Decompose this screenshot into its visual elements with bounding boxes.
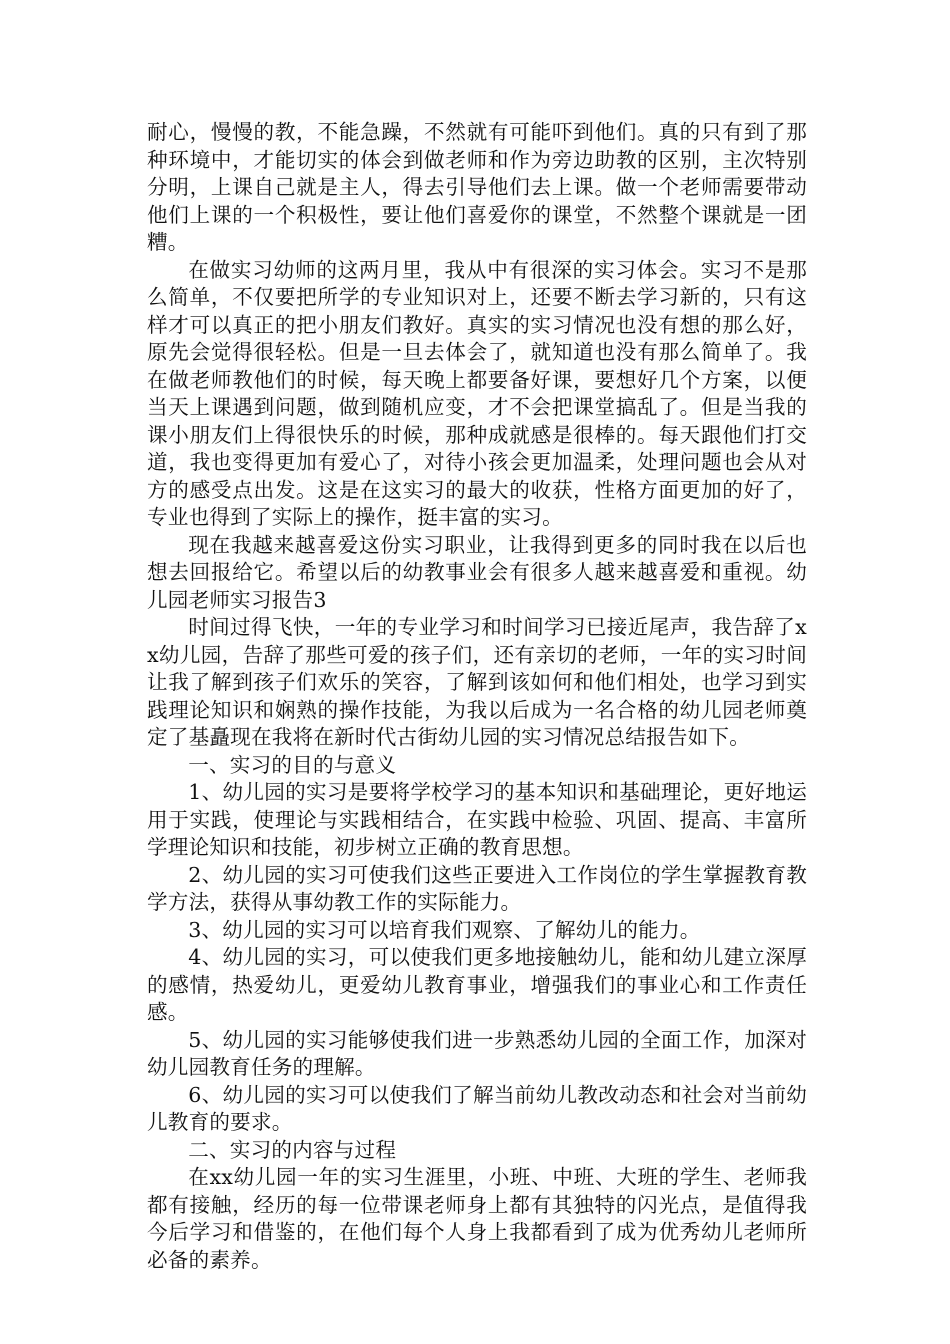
section-heading-2: 二、实习的内容与过程 — [188, 1137, 397, 1162]
document-body — [147, 119, 807, 1274]
paragraph-item-5: 5、幼儿园的实习能够使我们进一步熟悉幼儿园的全面工作，加深对幼儿园教育任务的理解。 — [147, 1027, 807, 1079]
paragraph-3: 现在我越来越喜爱这份实习职业，让我得到更多的同时我在以后也想去回报给它。希望以后的幼教事业会有很多人越来越喜爱和重视。幼儿园老师实习报告3 — [147, 532, 807, 612]
section-heading-1: 一、实习的目的与意义 — [188, 752, 397, 777]
paragraph-1: 耐心，慢慢的教，不能急躁，不然就有可能吓到他们。真的只有到了那种环境中，才能切实的体会到做老师和作为旁边助教的区别，主次特别分明，上课自己就是主人，得去引导他们去上课。做一个老师需要带动他们上课的一个积极性，要让他们喜爱你的课堂，不然整个课就是一团糟。 — [147, 120, 807, 254]
paragraph-item-4: 4、幼儿园的实习，可以使我们更多地接触幼儿，能和幼儿建立深厚的感情，热爱幼儿，更爱幼儿教育事业，增强我们的事业心和工作责任感。 — [147, 945, 807, 1024]
paragraph-item-6: 6、幼儿园的实习可以使我们了解当前幼儿教改动态和社会对当前幼儿教育的要求。 — [147, 1082, 807, 1134]
paragraph-4: 时间过得飞快，一年的专业学习和时间学习已接近尾声，我告辞了xx幼儿园，告辞了那些可爱的孩子们，还有亲切的老师，一年的实习时间让我了解到孩子们欢乐的笑容，了解到该如何和他们相处，也学习到实践理论知识和娴熟的操作技能，为我以后成为一名合格的幼儿园老师奠定了基矗现在我将在新时代古街幼儿园的实习情况总结报告如下。 — [147, 615, 807, 749]
paragraph-item-1: 1、幼儿园的实习是要将学校学习的基本知识和基础理论，更好地运用于实践，使理论与实践相结合，在实践中检验、巩固、提高、丰富所学理论知识和技能，初步树立正确的教育思想。 — [147, 780, 807, 859]
paragraph-item-3: 3、幼儿园的实习可以培育我们观察、了解幼儿的能力。 — [188, 917, 701, 942]
paragraph-final: 在xx幼儿园一年的实习生涯里，小班、中班、大班的学生、老师我都有接触，经历的每一位带课老师身上都有其独特的闪光点，是值得我今后学习和借鉴的，在他们每个人身上我都看到了成为优秀幼儿老师所必备的素养。 — [147, 1165, 807, 1272]
paragraph-item-2: 2、幼儿园的实习可使我们这些正要进入工作岗位的学生掌握教育教学方法，获得从事幼教工作的实际能力。 — [147, 862, 807, 914]
paragraph-2: 在做实习幼师的这两月里，我从中有很深的实习体会。实习不是那么简单，不仅要把所学的专业知识对上，还要不断去学习新的，只有这样才可以真正的把小朋友们教好。真实的实习情况也没有想的那么好，原先会觉得很轻松。但是一旦去体会了，就知道也没有那么简单了。我在做老师教他们的时候，每天晚上都要备好课，要想好几个方案，以便当天上课遇到问题，做到随机应变，才不会把课堂搞乱了。但是当我的课小朋友们上得很快乐的时候，那种成就感是很棒的。每天跟他们打交道，我也变得更加有爱心了，对待小孩会更加温柔，处理问题也会从对方的感受点出发。这是在这实习的最大的收获，性格方面更加的好了，专业也得到了实际上的操作，挺丰富的实习。 — [147, 257, 807, 529]
